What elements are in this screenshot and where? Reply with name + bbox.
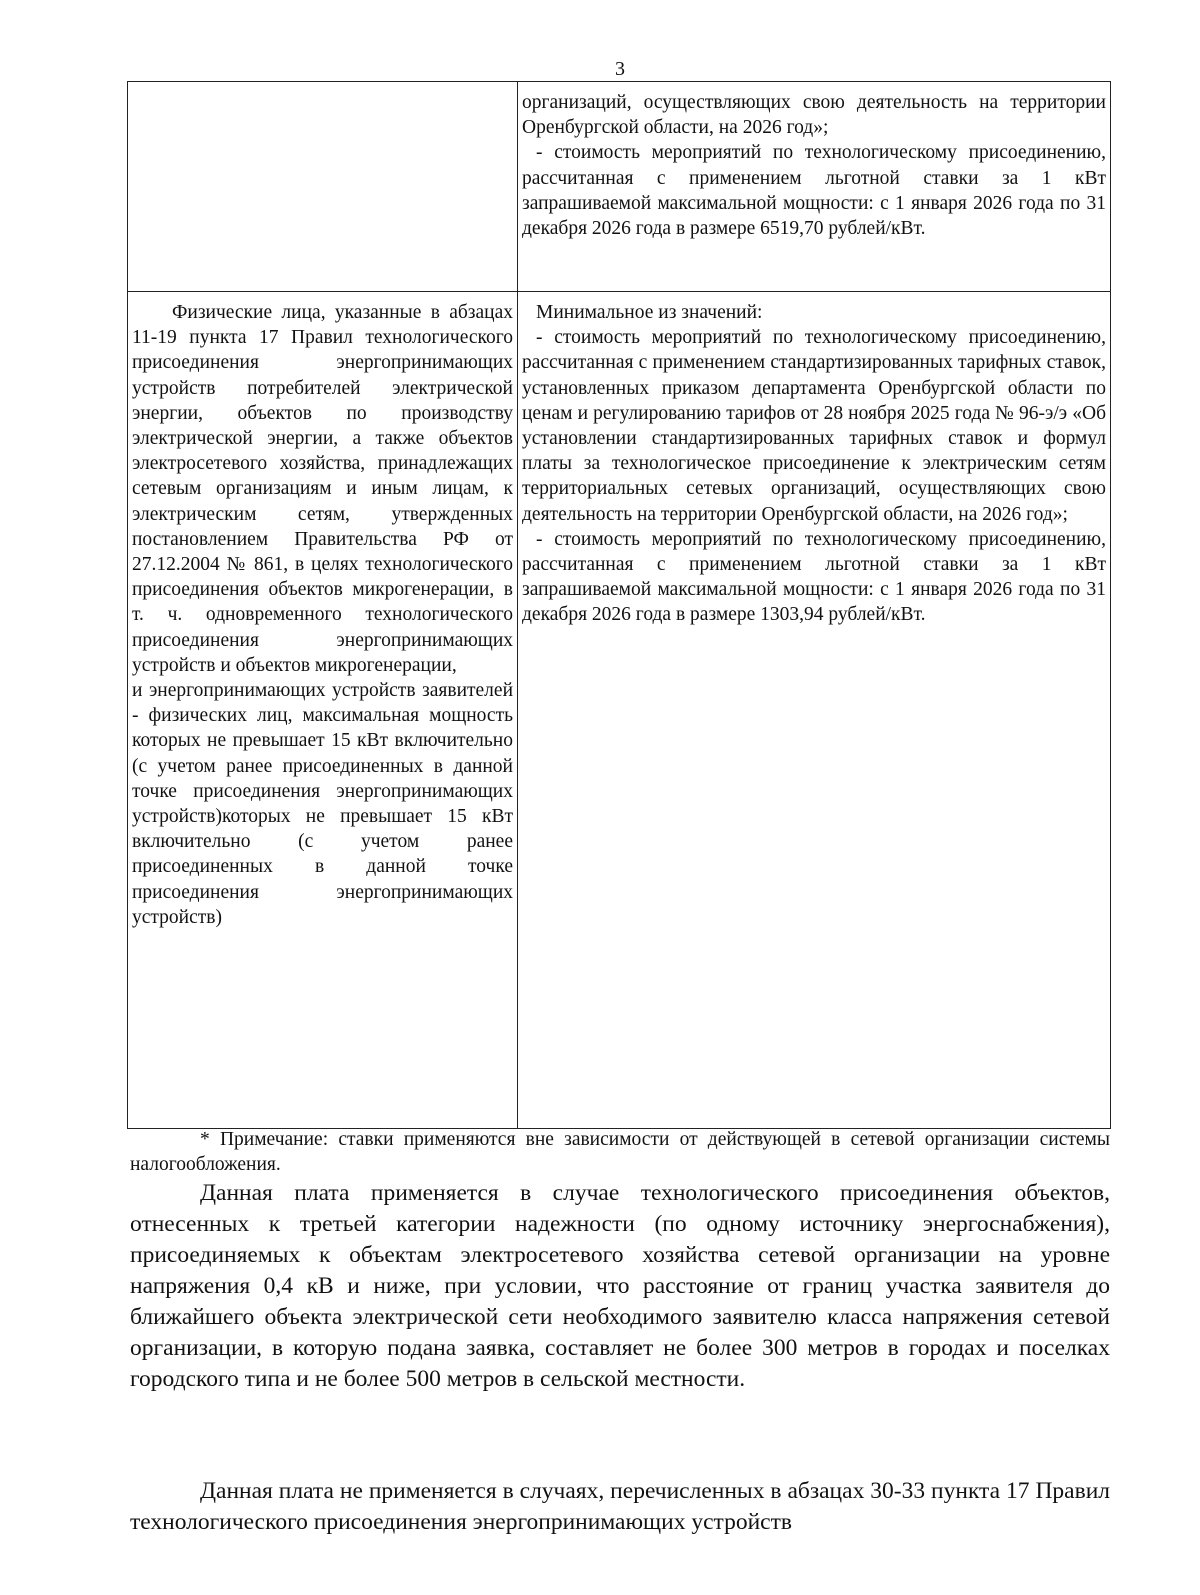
tariff-text-preferential-rate: - стоимость мероприятий по технологическому присоединению, рассчитанная с применением льготной ставки за 1 кВт запрашиваемой максимальной мощности: с 1 января 2026 года по 31 декабря 2026 года в размере 1303,94 рублей/кВт. [522, 528, 1106, 626]
tariff-text-minimum: Минимальное из значений: [536, 302, 763, 323]
table-row [128, 292, 1111, 1129]
applicant-text-main: Физические лица, указанные в абзацах 11-19 пункта 17 Правил технологического присоединения энергопринимающих устройств потребителей электрической энергии, объектов по производству электрической энергии, а также объектов электросетевого хозяйства, принадлежащих сетевым организациям и иным лицам, к электрическим сетям, утвержденных постановлением Правительства РФ от 27.12.2004 № 861, в целях технологического присоединения объектов микрогенерации, в т. ч. одновременного технологического присоединения энергопринимающих устройств и объектов микрогенерации, [132, 302, 513, 676]
body-paragraph: Данная плата применяется в случае технологического присоединения объектов, отнесенных к третьей категории надежности (по одному источнику энергоснабжения), присоединяемых к объектам электросетевого хозяйства сетевой организации на уровне напряжения 0,4 кВ и ниже, при условии, что расстояние от границ участка заявителя до ближайшего объекта электрической сети необходимого заявителю класса напряжения сетевой организации, в которую подана заявка, составляет не более 300 метров в городах и поселках городского типа и не более 500 метров в сельской местности. [130, 1180, 1110, 1392]
applicant-text-continuation: и энергопринимающих устройств заявителей - физических лиц, максимальная мощность которых не превышает 15 кВт включительно (с учетом ранее присоединенных в данной точке присоединения энергопринимающих устройств)которых не превышает 15 кВт включительно (с учетом ранее присоединенных в данной точке присоединения энергопринимающих устройств) [132, 680, 513, 928]
tariff-table [127, 81, 1111, 1129]
body-paragraph: Данная плата не применяется в случаях, перечисленных в абзацах 30-33 пункта 17 Правил технологического присоединения энергопринимающих устройств [130, 1478, 1110, 1535]
table-row [128, 82, 1111, 292]
page-number: 3 [615, 58, 625, 80]
table-cell-applicant-empty [128, 82, 518, 292]
table-cell-applicant [128, 292, 518, 1129]
tariff-text-continuation: организаций, осуществляющих свою деятельность на территории Оренбургской области, на 2026 год»; [522, 92, 1106, 139]
table-cell-tariff [518, 82, 1111, 292]
table-footnote: * Примечание: ставки применяются вне зависимости от действующей в сетевой организации системы налогообложения. [130, 1129, 1110, 1175]
table-cell-tariff [518, 292, 1111, 1129]
tariff-text-preferential-rate: - стоимость мероприятий по технологическому присоединению, рассчитанная с применением льготной ставки за 1 кВт запрашиваемой максимальной мощности: с 1 января 2026 года по 31 декабря 2026 года в размере 6519,70 рублей/кВт. [522, 142, 1106, 240]
tariff-text-standard-rates: - стоимость мероприятий по технологическому присоединению, рассчитанная с применением стандартизированных тарифных ставок, установленных приказом департамента Оренбургской области по ценам и регулированию тарифов от 28 ноября 2025 года № 96-э/э «Об установлении стандартизированных тарифных ставок и формул платы за технологическое присоединение к электрическим сетям территориальных сетевых организаций, осуществляющих свою деятельность на территории Оренбургской области, на 2026 год»; [522, 327, 1106, 525]
